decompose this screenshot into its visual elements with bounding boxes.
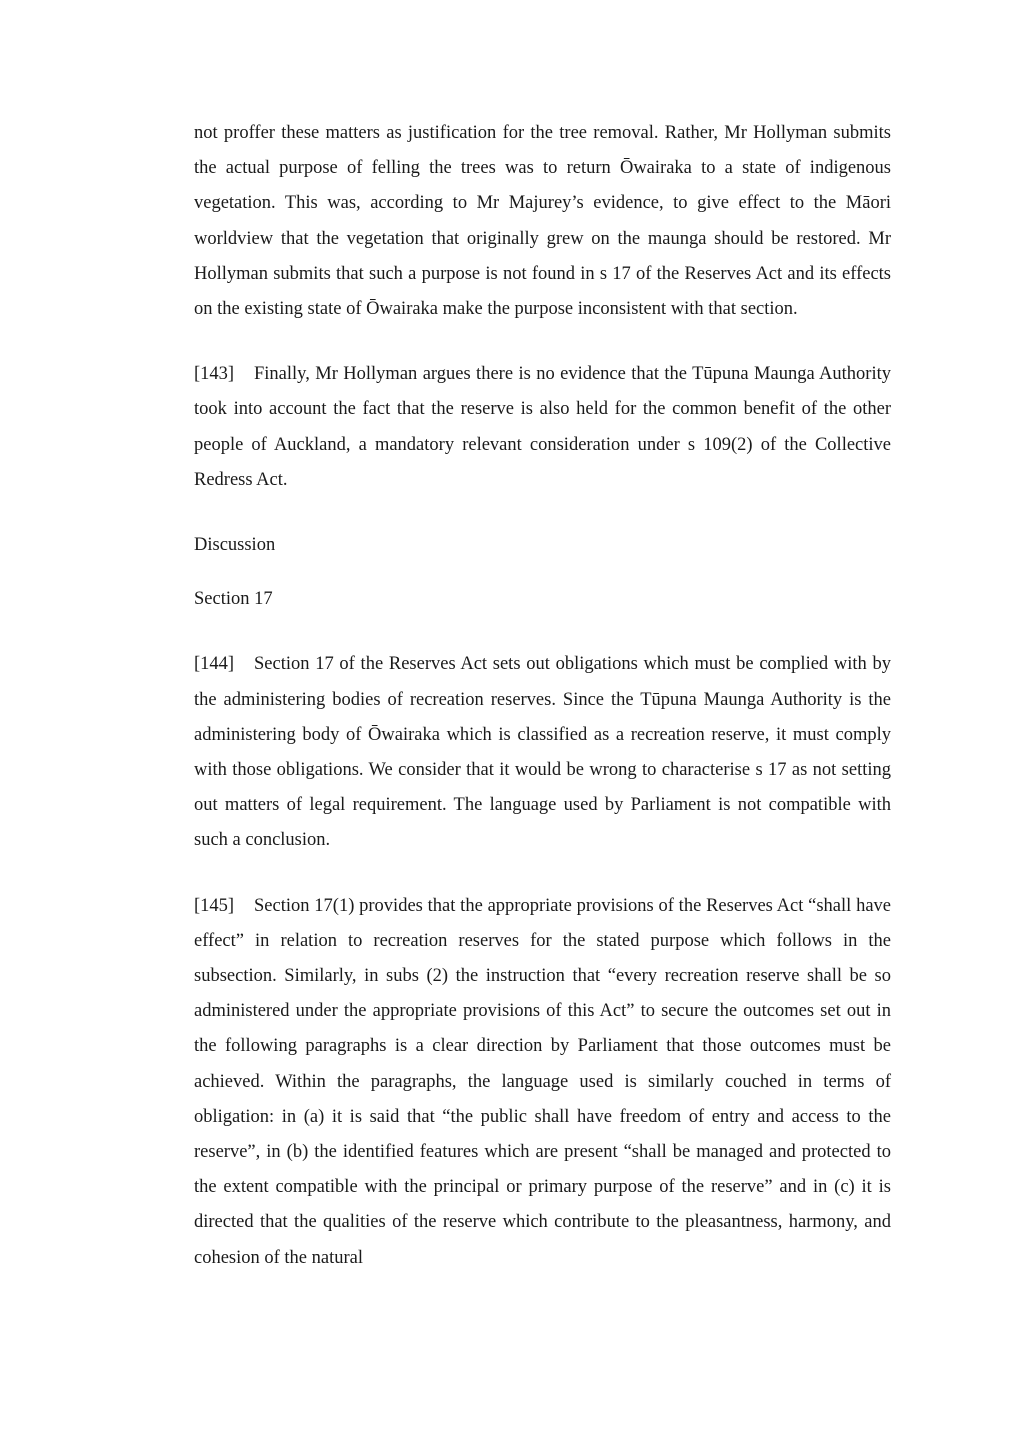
document-page	[194, 116, 891, 1276]
paragraph-text: Section 17 of the Reserves Act sets out obligations which must be complied with by the administering bodies of recreation reserves. Since the Tūpuna Maunga Authority is the administering body of Ōwairaka which is classified as a recreation reserve, it must comply with those obligations. We consider that it would be wrong to characterise s 17 as not setting out matters of legal requirement. The language used by Parliament is not compatible with such a conclusion.	[194, 654, 891, 851]
paragraph-text: Section 17(1) provides that the appropriate provisions of the Reserves Act “shall have effect” in relation to recreation reserves for the stated purpose which follows in the subsection. Similarly, in subs (2) the instruction that “every recreation reserve shall be so administered under the appropriate provisions of this Act” to secure the outcomes set out in the following paragraphs is a clear direction by Parliament that those outcomes must be achieved. Within the paragraphs, the language used is similarly couched in terms of obligation: in (a) it is said that “the public shall have freedom of entry and access to the reserve”, in (b) the identified features which are present “shall be managed and protected to the extent compatible with the principal or primary purpose of the reserve” and in (c) it is directed that the qualities of the reserve which contribute to the pleasantness, harmony, and cohesion of the natural	[194, 895, 891, 1268]
paragraph-143	[194, 357, 891, 498]
heading-section-17: Section 17	[194, 589, 273, 610]
paragraph-145	[194, 889, 891, 1276]
paragraph-number: [144]	[194, 654, 235, 675]
paragraph-142-continuation: not proffer these matters as justification for the tree removal. Rather, Mr Hollyman submits the actual purpose of felling the trees was to return Ōwairaka to a state of indigenous vegetation. This was, according to Mr Majurey’s evidence, to give effect to the Māori worldview that the vegetation that originally grew on the maunga should be restored. Mr Hollyman submits that such a purpose is not found in s 17 of the Reserves Act and its effects on the existing state of Ōwairaka make the purpose inconsistent with that section.	[194, 123, 891, 320]
paragraph-text: Finally, Mr Hollyman argues there is no evidence that the Tūpuna Maunga Authority took into account the fact that the reserve is also held for the common benefit of the other people of Auckland, a mandatory relevant consideration under s 109(2) of the Collective Redress Act.	[194, 364, 891, 490]
paragraph-144	[194, 647, 891, 858]
paragraph-number: [143]	[194, 364, 235, 385]
paragraph-number: [145]	[194, 895, 235, 916]
heading-discussion: Discussion	[194, 535, 276, 556]
